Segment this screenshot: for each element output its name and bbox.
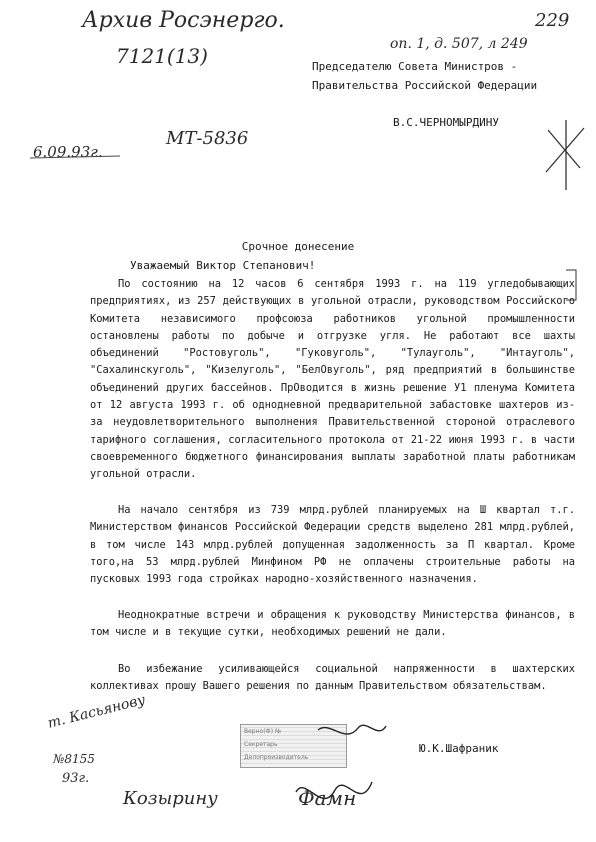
signature: Фамн	[298, 786, 357, 810]
stamp-line-2: Секретарь	[244, 741, 278, 748]
stamp-line-1: Верно(Ф) №	[244, 728, 282, 735]
page-reference: оп. 1, д. 507, л 249	[390, 36, 528, 52]
fund-number: 7121(13)	[116, 44, 208, 68]
resolution-year: 93г.	[62, 771, 90, 786]
incoming-date: 6.09.93г.	[33, 143, 103, 161]
addressee-line-2: Правительства Российской Федерации	[312, 79, 538, 92]
salutation: Уважаемый Виктор Степанович!	[130, 259, 316, 272]
document-title: Срочное донесение	[241, 240, 355, 253]
stamp-scribble	[318, 725, 386, 734]
paragraph-1: По состоянию на 12 часов 6 сентября 1993 г. на 119 угледобывающих предприятиях, из 257 действующих в угольной отрасли, руководством Российского Комитета независимого профсоюза работников угольной промышленности остановлены работы по добыче и отгрузке угля. Не работают все шахты объединений "Ростовуголь", "Гуковуголь", "Тулауголь", "Интауголь", "Сахалинскуголь", "Кизелуголь", "БелОвуголь", ряд предприятий в большинстве объединений других бассейнов. ПрОводится в жизнь решение У1 пленума Комитета от 12 августа 1993 г. об однодневной предварительной забастовке шахтеров из-за неудовлетворительного выполнения Правительственной стороной отраслевого тарифного соглашения, согласительного протокола от 21-22 июня 1993 г. в части своевременного бюджетного финансирования выплаты заработной платы работникам угольной отрасли.	[90, 278, 575, 481]
margin-bracket	[566, 270, 576, 300]
signer-name: Ю.К.Шафраник	[419, 742, 499, 755]
paragraph-3: Неоднократные встречи и обращения к руководству Министерства финансов, в том числе и в текущие сутки, необходимых решений не дали.	[90, 609, 575, 639]
resolution-recipient: Козырину	[123, 788, 218, 809]
addressee-name: В.С.ЧЕРНОМЫРДИНУ	[393, 116, 499, 129]
stamp-line-3: Делопроизводитель	[244, 754, 309, 761]
cross-mark	[546, 120, 584, 190]
paragraph-4: Во избежание усиливающейся социальной напряженности в шахтерских коллективах прошу Вашего решения по данным Правительством обязательствам.	[90, 663, 575, 693]
paragraph-2: На начало сентября из 739 млрд.рублей планируемых на Ш квартал т.г. Министерством финансов Российской Федерации средств выделено 281 млрд.рублей, в том числе 143 млрд.рублей допущенная задолженность за П квартал. Кроме того,на 53 млрд.рублей Минфином РФ не оплачены строительные работы на пусковых 1993 года стройках народно-хозяйственного назначения.	[90, 504, 575, 586]
page-number: 229	[535, 10, 570, 31]
resolution-note: т. Касьянову	[46, 692, 147, 732]
registration-number: МТ-5836	[166, 128, 249, 149]
resolution-number: №8155	[53, 752, 95, 766]
signature-flourish	[296, 782, 372, 798]
archive-note: Архив Росэнерго.	[82, 8, 285, 33]
addressee-line-1: Председателю Совета Министров -	[312, 60, 518, 73]
underline-mark	[30, 156, 120, 158]
